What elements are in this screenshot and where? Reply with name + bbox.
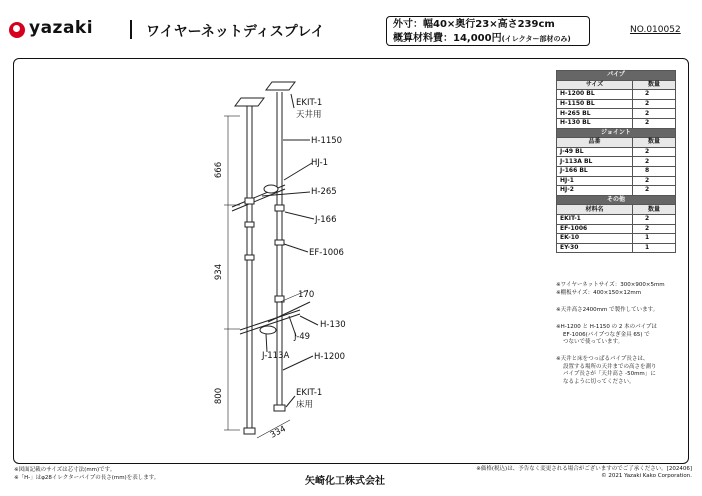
part-name: HJ-2 [557,186,633,196]
part-qty: 2 [633,176,676,186]
note-adjust-line: なるように切ってください。 [563,378,635,385]
col-name: 材料名 [557,205,633,215]
table-row [557,176,676,186]
note-adjust-line: 設置する場所の天井までの高さを測り [563,363,657,370]
note-adjust-line: パイプ長さが「天井高さ -50mm」に [563,371,656,377]
section-header-pipes [557,71,676,81]
column-header-row [557,138,676,148]
part-name: H-265 BL [557,109,633,119]
part-qty: 2 [633,90,676,100]
section-header-others [557,195,676,205]
label-ekit-bottom-sub: 床用 [296,400,314,410]
label-ekit-bottom: EKIT-1 [296,388,323,398]
company-name: 矢崎化工株式会社 [305,476,385,487]
note-adjust [556,356,691,386]
label-j49: J-49 [294,332,311,342]
j113a-joint-shape [260,326,276,334]
part-name: J-49 BL [557,147,633,157]
note-sizes [556,282,691,297]
label-ekit-top: EKIT-1 [296,98,323,108]
note-joint [556,324,691,347]
part-qty: 2 [633,157,676,167]
col-name: サイズ [557,80,633,90]
note-adjust-line: ※天井と床をつっぱるパイプ長さは、 [556,356,649,362]
part-qty: 2 [633,109,676,119]
part-name: EK-10 [557,234,633,244]
table-row [557,234,676,244]
copyright: © 2021 Yazaki Kako Corporation. [601,473,692,479]
label-ekit-top-sub: 天井用 [296,110,322,120]
label-hj1: HJ-1 [311,158,329,168]
j166-joint-2 [245,222,254,227]
part-qty: 2 [633,99,676,109]
part-name: H-1200 BL [557,90,633,100]
part-name: HJ-1 [557,176,633,186]
price-disclaimer: ※価格(税込)は、予告なく変更される場合がございますのでご了承ください。[202406] [476,466,692,472]
dim-800: 800 [214,387,224,405]
label-h130: H-130 [320,320,346,330]
floor-foot-front [244,428,255,434]
leader-ekit-top [291,94,294,108]
brand-name: yazaki [29,18,94,38]
part-name: EF-1006 [557,224,633,234]
j166-joint-1 [245,198,254,204]
label-j113a: J-113A [262,351,290,361]
part-name: J-113A BL [557,157,633,167]
part-name: EKIT-1 [557,214,633,224]
leader-ekit-bottom [286,396,295,407]
label-ef1006: EF-1006 [309,248,344,258]
cost-text: 概算材料費：14,000円 [393,33,502,44]
page-title: ワイヤーネットディスプレイ [146,24,325,40]
note-wire-size: ※ワイヤーネットサイズ：300×900×5mm [556,282,665,288]
label-h265: H-265 [311,187,337,197]
part-qty: 2 [633,214,676,224]
table-row [557,118,676,128]
dim-934: 934 [214,263,224,281]
hj1-joint-shape [264,185,278,193]
table-row [557,109,676,119]
shelf-board-edge [268,302,310,322]
section-title: その他 [557,195,676,205]
ef1006-joint-front [245,255,254,260]
section-header-joints [557,128,676,138]
ceiling-plate-front [235,98,264,106]
leader-hj1 [284,163,312,180]
dim-334: 334 [268,424,288,441]
table-row [557,224,676,234]
section-title: ジョイント [557,128,676,138]
col-qty: 数量 [633,138,676,148]
parts-table [556,70,676,253]
dim-666: 666 [214,161,224,179]
part-name: H-130 BL [557,118,633,128]
part-qty: 2 [633,147,676,157]
footer-note-line: ※図面記載のサイズは芯寸法(mm)です。 [14,467,116,473]
column-header-row [557,80,676,90]
table-row [557,157,676,167]
note-joint-line: つないで使っています。 [563,339,624,345]
part-qty: 1 [633,234,676,244]
column-header-row [557,205,676,215]
note-board-size: ※棚板サイズ：400×150×12mm [556,289,642,296]
leader-j113a [266,334,267,352]
table-row [557,166,676,176]
table-row [557,90,676,100]
ef1006-joint-back [275,240,284,245]
col-name: 品番 [557,138,633,148]
col-qty: 数量 [633,80,676,90]
table-row [557,99,676,109]
floor-foot-back [274,405,285,411]
note-ceiling: ※天井高さ2400mm で製作しています。 [556,307,659,313]
part-qty: 2 [633,186,676,196]
table-row [557,243,676,253]
table-row [557,147,676,157]
table-row [557,186,676,196]
j166-joint-3 [275,205,284,211]
note-joint-line: EF-1006(パイプつなぎ金具 65) で [563,331,650,338]
label-j166: J-166 [315,215,337,225]
footer-legal [474,466,692,480]
footer-note-line: ※「H-」はφ28イレクターパイプの長さ(mm)を表します。 [14,475,160,481]
ceiling-plate-back [266,82,295,90]
part-qty: 1 [633,243,676,253]
part-qty: 2 [633,224,676,234]
document-number: NO.010052 [630,25,681,35]
part-qty: 2 [633,118,676,128]
leader-h130 [300,316,318,325]
cost-note: (イレクター部材のみ) [501,35,571,43]
part-name: J-166 BL [557,166,633,176]
part-name: H-1150 BL [557,99,633,109]
col-qty: 数量 [633,205,676,215]
part-name: EY-30 [557,243,633,253]
table-row [557,214,676,224]
label-170: 170 [298,290,315,300]
dimensions-text: 外寸：幅40×奥行23×高さ239cm [393,19,555,30]
label-h1150: H-1150 [311,136,343,146]
leader-ef1006 [284,244,308,252]
leader-j166 [285,212,314,219]
label-h1200: H-1200 [314,352,346,362]
note-joint-line: ※H-1200 と H-1150 の 2 本のパイプは [556,324,657,330]
part-qty: 8 [633,166,676,176]
footer-notes [14,466,159,482]
section-title: パイプ [557,71,676,81]
